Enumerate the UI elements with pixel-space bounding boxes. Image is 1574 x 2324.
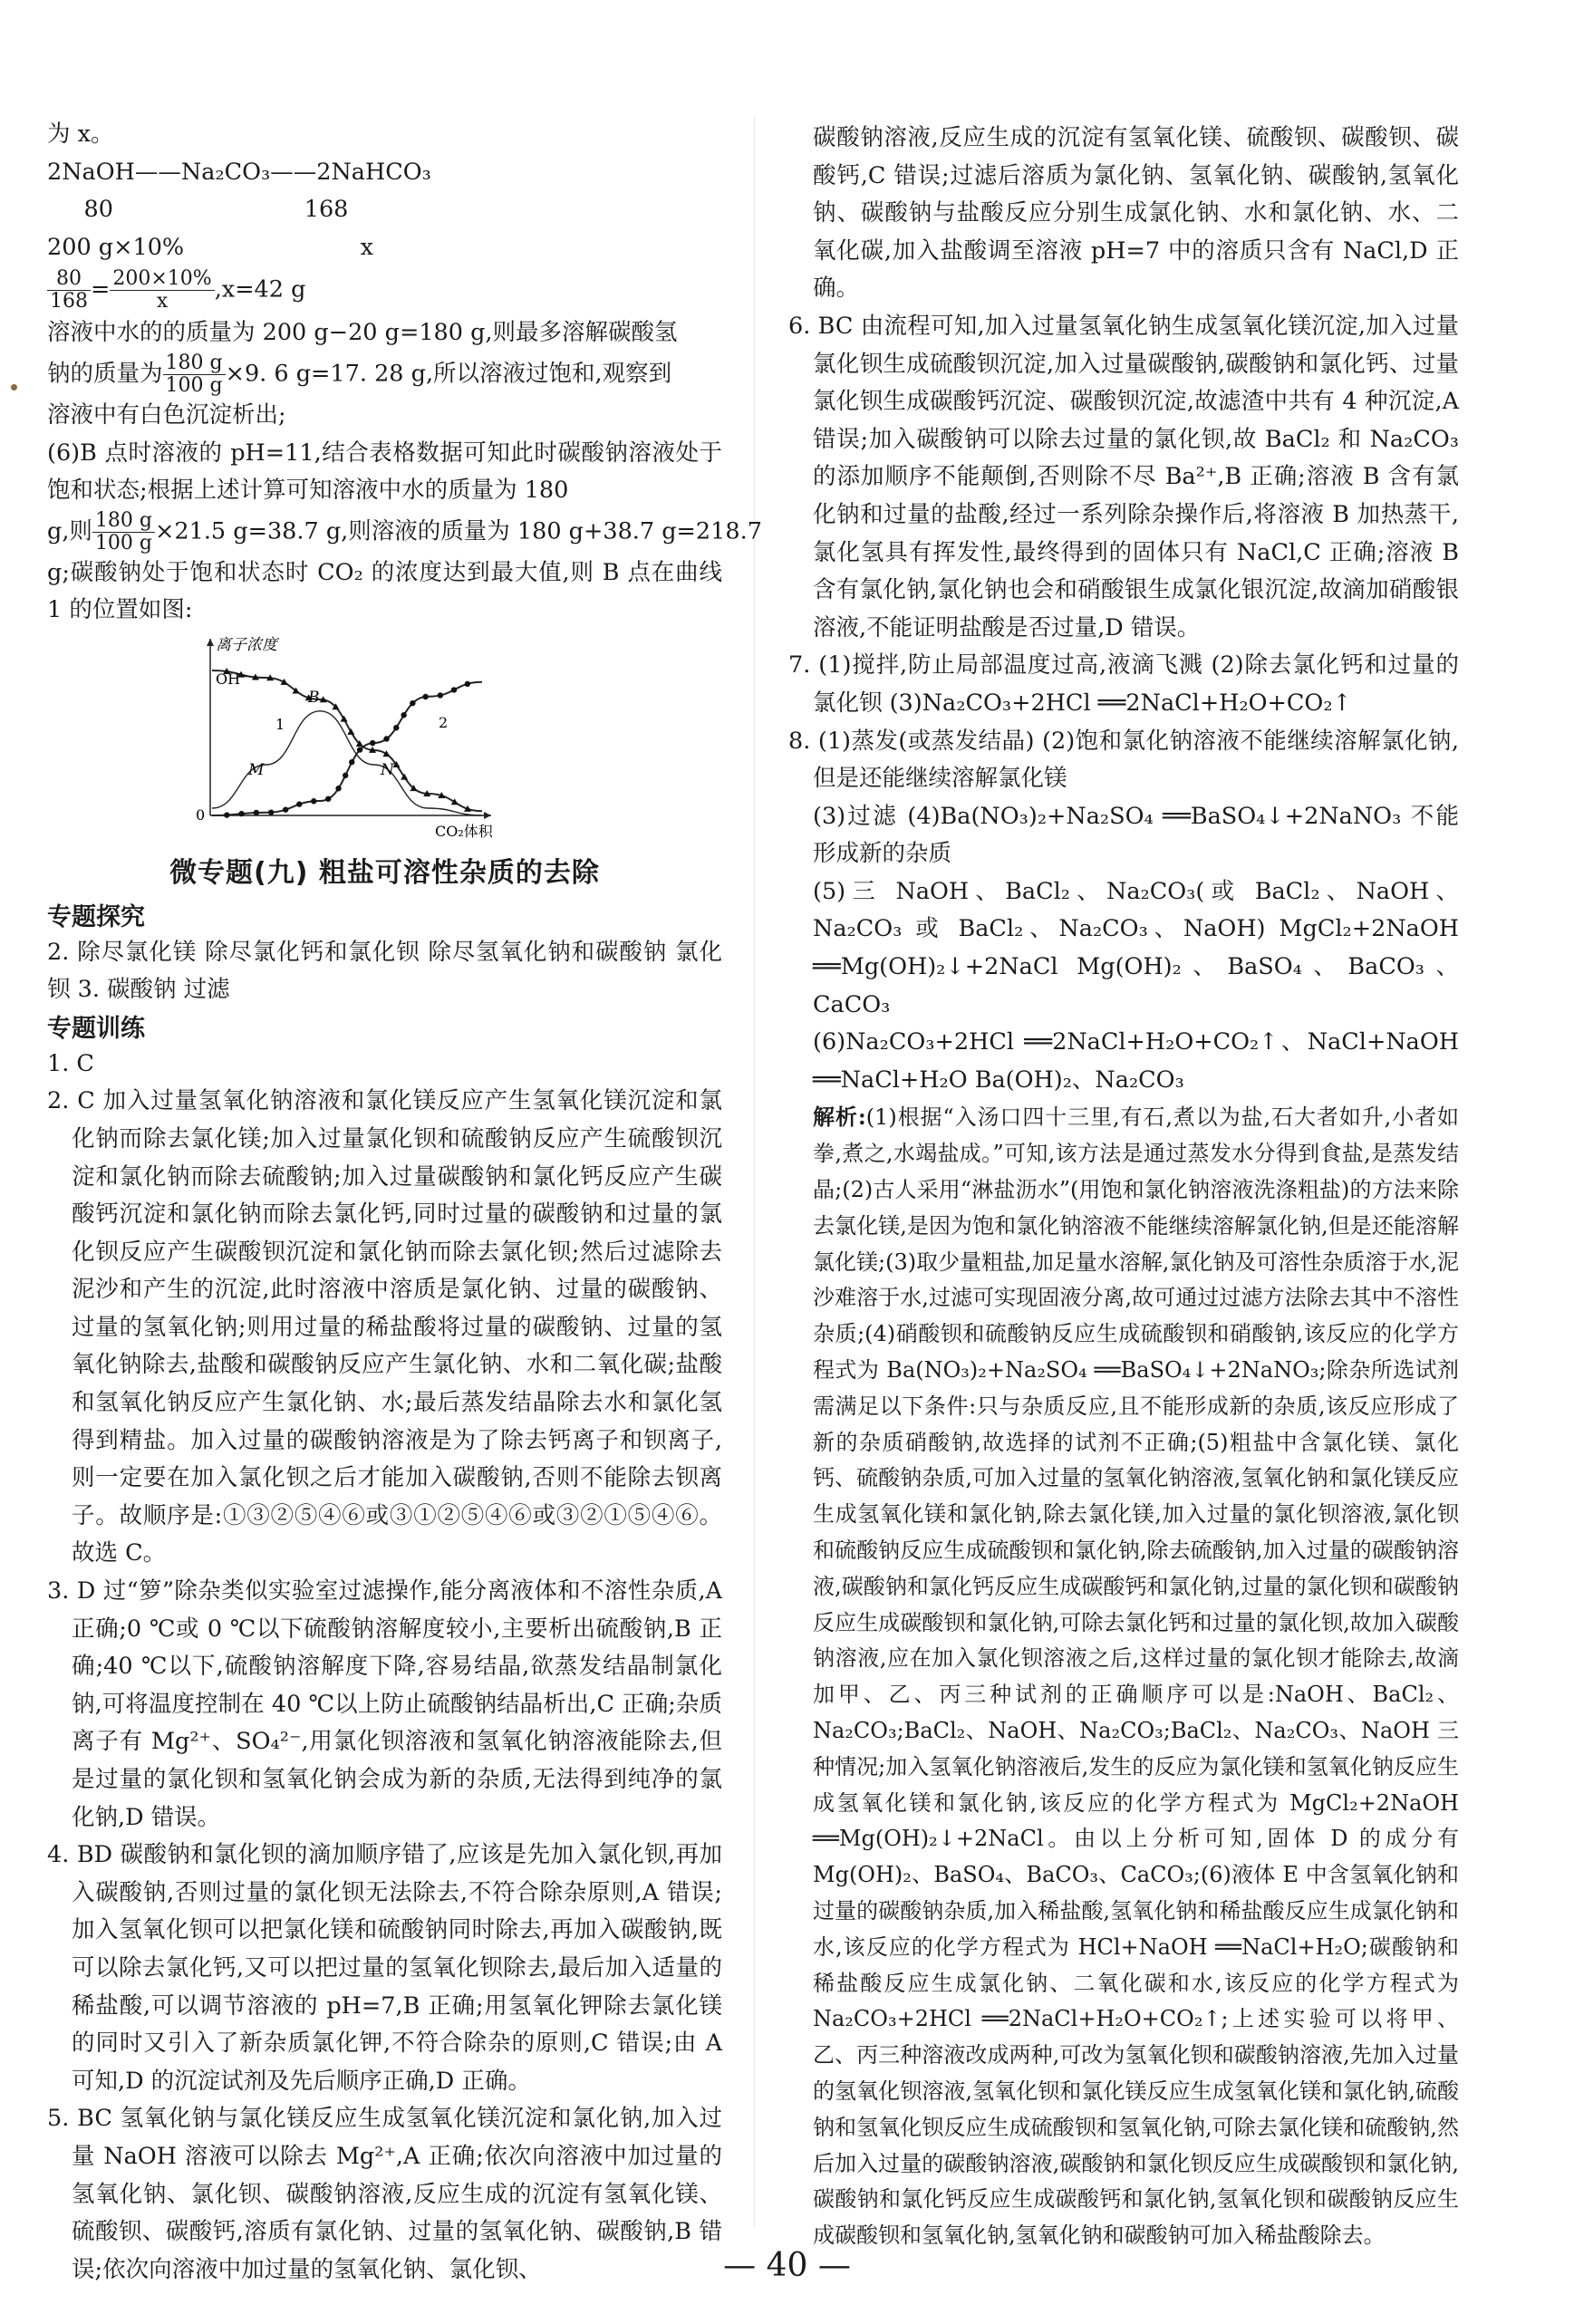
answer-5-continued: 碳酸钠溶液,反应生成的沉淀有氢氧化镁、硫酸钡、碳酸钡、碳酸钙,C 错误;过滤后溶质为氯化钠、氢氧化钠、碳酸钠,氢氧化钠、碳酸钠与盐酸反应分别生成氯化钠、水和氯化钠、水、二氧化碳,加入盐酸调至溶液 pH=7 中的溶质只含有 NaCl,D 正确。 (813, 124, 1459, 303)
label-n: N (381, 760, 394, 779)
label-oh: OH⁻ (216, 670, 248, 688)
intro-line: 80 168 (47, 196, 349, 224)
intro-line: 200 g×10% x (47, 233, 374, 261)
series-marker-2 (465, 681, 470, 687)
fraction-den: 100 g (94, 531, 153, 554)
text: 钠的质量为 (47, 360, 163, 388)
series-marker-2 (357, 747, 362, 752)
series-marker-2 (335, 786, 341, 791)
series-marker-2 (393, 725, 399, 730)
series-marker-1 (451, 798, 459, 805)
series-marker-2 (410, 700, 415, 706)
analysis-text: (1)根据“入汤口四十三里,有石,煮以为盐,石大者如升,小者如拳,煮之,水竭盐成。”可知,该方法是通过蒸发水分得到食盐,是蒸发结晶;(2)古人采用“淋盐沥水”(用饱和氯化钠溶液洗涤粗盐)的方法来除去氯化镁,是因为饱和氯化钠溶液不能继续溶解氯化钠,但是还能溶解氯化镁;(3)取少量粗盐,加足量水溶解,氯化钠及可溶性杂质溶于水,泥沙难溶于水,过滤可实现固液分离,故可通过过滤方法除去其中不溶性杂质;(4)硝酸钡和硫酸钠反应生成硫酸钡和硝酸钠,该反应的化学方程式为 Ba(NO₃)₂+Na₂SO₄ ══BaSO₄↓+2NaNO₃;除杂所选试剂需满足以下条件:只与杂质反应,且不能形成新的杂质,该反应形成了新的杂质硝酸钠,故选择的试剂不正确;(5)粗盐中含氯化镁、氯化钙、硫酸钠杂质,可加入过量的氢氧化钠溶液,氢氧化钠和氯化镁反应生成氢氧化镁和氯化钠,除去氯化镁,加入过量的氯化钡溶液,氯化钡和硫酸钠反应生成硫酸钡和氯化钠,除去硫酸钠,加入过量的碳酸钠溶液,碳酸钠和氯化钙反应生成碳酸钙和氯化钠,过量的氯化钡和碳酸钠反应生成碳酸钡和氯化钠,可除去氯化钙和过量的氯化钡,故加入碳酸钠溶液,应在加入氯化钡溶液之后,这样过量的氯化钡才能除去,故滴加甲、乙、丙三种试剂的正确顺序可以是:NaOH、BaCl₂、Na₂CO₃;BaCl₂、NaOH、Na₂CO₃;BaCl₂、Na₂CO₃、NaOH 三种情况;加入氢氧化钠溶液后,发生的反应为氯化镁和氢氧化钠反应生成氢氧化镁和氯化钠,该反应的化学方程式为 MgCl₂+2NaOH ══Mg(OH)₂↓+2NaCl。由以上分析可知,固体 D 的成分有 Mg(OH)₂、BaSO₄、BaCO₃、CaCO₃;(6)液体 E 中含氢氧化钠和过量的碳酸钠杂质,加入稀盐酸,氢氧化钠和稀盐酸反应生成氯化钠和水,该反应的化学方程式为 HCl+NaOH ══NaCl+H₂O;碳酸钠和稀盐酸反应生成氯化钠、二氧化碳和水,该反应的化学方程式为 Na₂CO₃+2HCl ══2NaCl+H₂O+CO₂↑;上述实验可以将甲、乙、丙三种溶液改成两种,可改为氢氧化钡和碳酸钠溶液,先加入过量的氢氧化钡溶液,氢氧化钡和氯化镁反应生成氢氧化镁和氯化钠,硫酸钠和氢氧化钡反应生成硫酸钡和氢氧化钠,可除去氯化镁和硫酸钠,然后加入过量的碳酸钠溶液,碳酸钠和氯化钡反应生成碳酸钡和氯化钠,碳酸钠和氯化钙反应生成碳酸钙和氯化钠,氢氧化钡和碳酸钠反应生成碳酸钡和氢氧化钠,氢氧化钠和碳酸钠可加入稀盐酸除去。 (813, 1104, 1460, 2249)
answer-8-part-d: (6)Na₂CO₃+2HCl ══2NaCl+H₂O+CO₂↑、NaCl+NaOH ══NaCl+H₂O Ba(OH)₂、Na₂CO₃ (813, 1028, 1459, 1094)
paragraph: (6)B 点时溶液的 pH=11,结合表格数据可知此时碳酸钠溶液处于饱和状态;根据上述计算可知溶液中水的质量为 180 (47, 439, 722, 505)
fraction-num: 180 g (92, 510, 155, 533)
left-column (47, 116, 762, 2289)
heading-explore: 专题探究 (47, 902, 145, 931)
y-axis-label: 离子浓度 (216, 635, 277, 654)
answer-6: 6. BC 由流程可知,加入过量氢氧化钠生成氢氧化镁沉淀,加入过量氯化钡生成硫酸钡沉淀,加入过量碳酸钠,碳酸钠和氯化钙、过量氯化钡生成碳酸钙沉淀、碳酸钡沉淀,故滤渣中共有 4 种沉淀,A 错误;加入碳酸钠可以除去过量的氯化钡,故 BaCl₂ 和 Na₂CO₃ 的添加顺序不能颠倒,否则除不尽 Ba²⁺,B 正确;溶液 B 含有氯化钠和过量的盐酸,经过一系列除杂操作后,将溶液 B 加热蒸干,氯化氢具有挥发性,最终得到的固体只有 NaCl,C 正确;溶液 B 含有氯化钠,氯化钠也会和硝酸银生成氯化银沉淀,故滴加硝酸银溶液,不能证明盐酸是否过量,D 错误。 (788, 312, 1459, 641)
series-group (212, 668, 482, 818)
analysis-label: 解析: (813, 1104, 866, 1131)
paragraph: 溶液中有白色沉淀析出; (47, 400, 286, 429)
series-marker-2 (370, 740, 375, 746)
label-m: M (248, 760, 265, 779)
fraction-den: 168 (50, 290, 88, 313)
equals-sign: = (91, 275, 111, 304)
series-marker-2 (343, 773, 348, 778)
paragraph: 溶液中水的的质量为 200 g−20 g=180 g,则最多溶解碳酸氢 (47, 319, 678, 347)
text: g,则 (47, 517, 92, 545)
answer-5: 5. BC 氢氧化钠与氯化镁反应生成氢氧化镁沉淀和氯化钠,加入过量 NaOH 溶液可以除去 Mg²⁺,A 正确;依次向溶液中加过量的氢氧化钠、氯化钡、碳酸钠溶液,反应生成的沉淀有氢氧化镁、硫酸钡、碳酸钙,溶质有氯化钠、过量的氢氧化钠、碳酸钠,B 错误;依次向溶液中加过量的氢氧化钠、氯化钡、 (47, 2105, 722, 2283)
fraction (47, 268, 91, 313)
series-marker-2 (296, 801, 302, 806)
equation-line (47, 268, 722, 313)
fraction-num: 200×10% (110, 268, 214, 291)
paragraph-line (47, 352, 722, 397)
series-marker-2 (325, 796, 331, 801)
answer-7: 7. (1)搅拌,防止局部温度过高,液滴飞溅 (2)除去氯化钙和过量的氯化钡 (3)Na₂CO₃+2HCl ══2NaCl+H₂O+CO₂↑ (788, 651, 1459, 717)
fraction (163, 352, 226, 397)
section-title: 微专题(九) 粗盐可溶性杂质的去除 (169, 856, 600, 889)
intro-line: 为 x。 (47, 121, 114, 148)
answer-4: 4. BD 碳酸钠和氯化钡的滴加顺序错了,应该是先加入氯化钡,再加入碳酸钠,否则过量的氯化钡无法除去,不符合除杂原则,A 错误;加入氢氧化钡可以把氯化镁和硫酸钠同时除去,再加入碳酸钠,既可以除去氯化钙,又可以把过量的氢氧化钡除去,最后加入适量的稀盐酸,可以调节溶液的 pH=7,B 正确;用氢氧化钾除去氯化镁的同时又引入了新杂质氯化钾,不符合除杂的原则,C 错误;由 A 可知,D 的沉淀试剂及先后顺序正确,D 正确。 (47, 1841, 722, 2095)
series-marker-2 (238, 811, 244, 816)
right-column (788, 120, 1459, 2254)
equation-result: ,x=42 g (214, 275, 306, 304)
analysis (788, 1099, 1459, 2254)
text: ×9. 6 g=17. 28 g,所以溶液过饱和,观察到 (225, 360, 672, 388)
fraction-den: x (156, 290, 169, 313)
paragraph-line (47, 508, 762, 554)
x-axis-label: CO₂体积 (435, 822, 493, 838)
y-axis-arrow (207, 639, 214, 646)
label-curve-2: 2 (439, 713, 449, 731)
series-marker-1 (347, 728, 354, 735)
series-marker-2 (311, 798, 316, 804)
answer-3: 3. D 过“箩”除杂类似实验室过滤操作,能分离液体和不溶性杂质,A 正确;0 ℃或 0 ℃以下硫酸钠溶解度较小,主要析出硫酸钠,B 正确;40 ℃以下,硫酸钠溶解度下降,容易结晶,欲蒸发结晶制氯化钠,可将温度控制在 40 ℃以上防止硫酸钠结晶析出,C 正确;杂质离子有 Mg²⁺、SO₄²⁻,用氯化钡溶液和氢氧化钠溶液能除去,但是过量的氯化钡和氢氧化钠会成为新的杂质,无法得到纯净的氯化钠,D 错误。 (47, 1577, 722, 1831)
label-curve-1: 1 (275, 715, 285, 733)
answer-8-part-a: 8. (1)蒸发(或蒸发结晶) (2)饱和氯化钠溶液不能继续溶解氯化钠,但是还能继续溶解氯化镁 (788, 727, 1459, 793)
series-marker-2 (254, 810, 259, 815)
answer-2: 2. C 加入过量氢氧化钠溶液和氯化镁反应产生氢氧化镁沉淀和氯化钠而除去氯化镁;加入过量氯化钡和硫酸钠反应产生硫酸钡沉淀和氯化钠而除去硫酸钠;加入过量碳酸钠和氯化钙反应产生碳酸钙沉淀和氯化钠而除去氯化钙,同时过量的碳酸钠和过量的氯化钡反应产生碳酸钡沉淀和氯化钠而除去氯化钡;然后过滤除去泥沙和产生的沉淀,此时溶液中溶质是氯化钠、过量的碳酸钠、过量的氢氧化钠;则用过量的稀盐酸将过量的碳酸钠、过量的氢氧化钠除去,盐酸和碳酸钠反应产生氯化钠、水和二氧化碳;盐酸和氢氧化钠反应产生氯化钠、水;最后蒸发结晶除去水和氯化氢得到精盐。加入过量的碳酸钠溶液是为了除去钙离子和钡离子,则一定要在加入氯化钡之后才能加入碳酸钠,否则不能除去钡离子。故顺序是:①③②⑤④⑥或③①②⑤④⑥或③②①⑤④⑥。故选 C。 (47, 1087, 722, 1567)
series-marker-2 (401, 712, 406, 718)
series-marker-2 (349, 759, 354, 765)
ion-concentration-chart (192, 630, 500, 838)
series-line-1 (212, 670, 482, 811)
answer-8-part-c: (5)三 NaOH、BaCl₂、Na₂CO₃(或 BaCl₂、NaOH、Na₂CO₃ 或 BaCl₂、Na₂CO₃、NaOH) MgCl₂+2NaOH ══Mg(OH)₂↓+2NaCl Mg(OH)₂、BaSO₄、BaCO₃、CaCO₃ (813, 877, 1459, 1018)
answer-1: 1. C (47, 1049, 94, 1077)
fraction-den: 100 g (165, 373, 223, 397)
x-axis-arrow (484, 812, 491, 819)
heading-training: 专题训练 (47, 1014, 145, 1043)
text: ×21.5 g=38.7 g,则溶液的质量为 180 g+38.7 g=218.7 (155, 517, 762, 545)
answer-8-part-b: (3)过滤 (4)Ba(NO₃)₂+Na₂SO₄ ══BaSO₄↓+2NaNO₃ 不能形成新的杂质 (813, 802, 1459, 868)
series-marker-2 (268, 809, 274, 815)
series-marker-2 (451, 687, 457, 692)
fraction-num: 180 g (163, 352, 226, 375)
series-marker-2 (224, 812, 229, 817)
label-b: B (308, 688, 320, 707)
margin-dot (11, 384, 17, 391)
series-marker-2 (422, 694, 428, 699)
origin-label: 0 (196, 805, 206, 824)
fraction (92, 510, 155, 554)
series-marker-2 (283, 806, 288, 812)
paragraph: g;碳酸钠处于饱和状态时 CO₂ 的浓度达到最大值,则 B 点在曲线 1 的位置如图: (47, 558, 722, 624)
column-divider (754, 116, 755, 2227)
series-marker-2 (383, 736, 389, 741)
fraction-num: 80 (47, 268, 91, 291)
series-marker-2 (438, 692, 443, 698)
intro-line: 2NaOH——Na₂CO₃——2NaHCO₃ (47, 158, 431, 186)
page-number: — 40 — (723, 2247, 851, 2284)
explore-answers: 2. 除尽氯化镁 除尽氯化钙和氯化钡 除尽氢氧化钠和碳酸钠 氯化钡 3. 碳酸钠 过滤 (47, 938, 722, 1004)
fraction (110, 268, 214, 313)
